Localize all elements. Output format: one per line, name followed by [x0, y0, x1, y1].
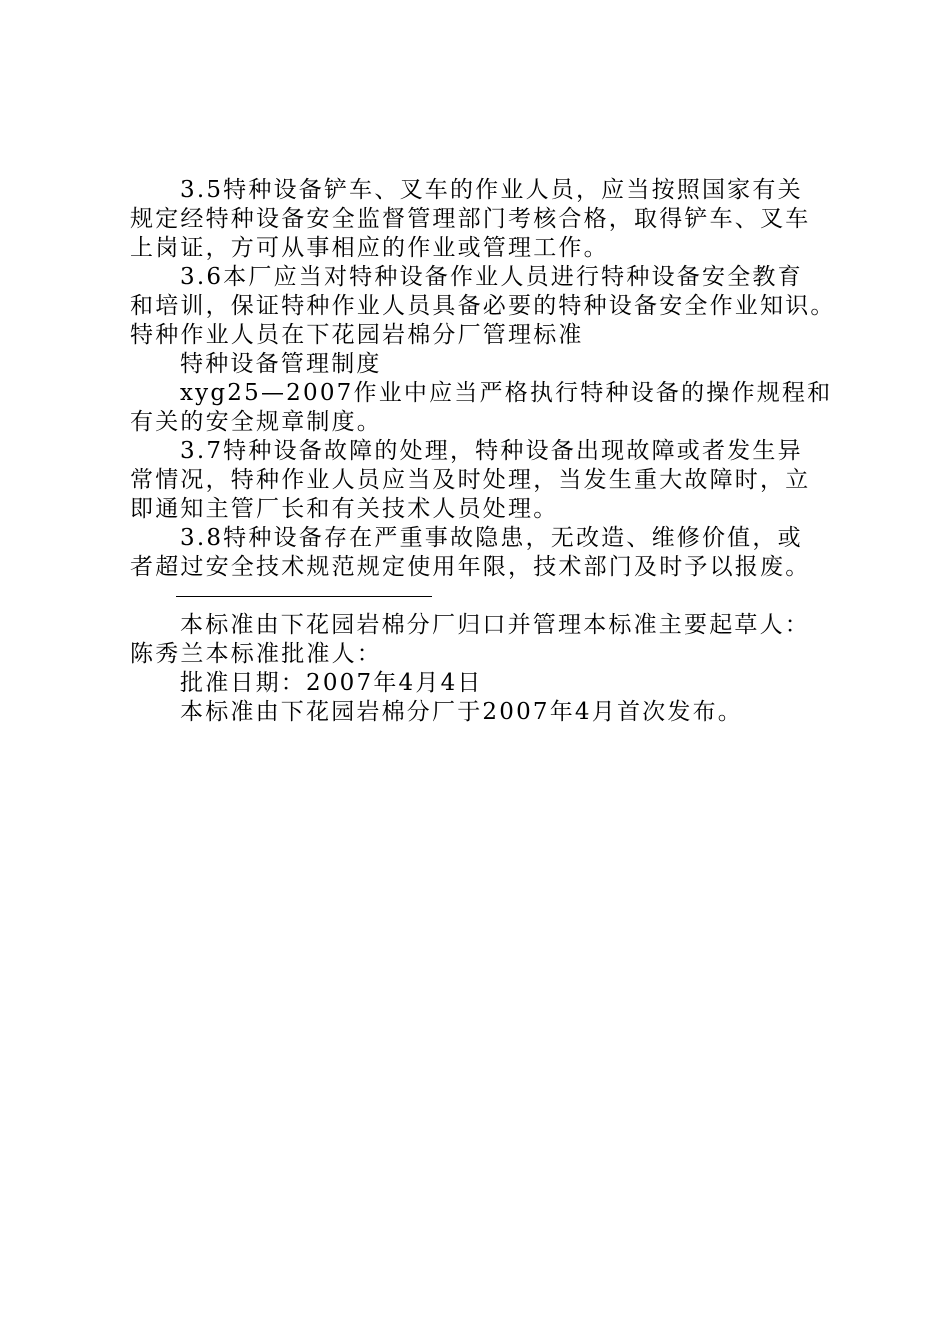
paragraph-xyg25-line-1: xyg25—2007作业中应当严格执行特种设备的操作规程和 — [180, 380, 833, 406]
drafter-line-2: 陈秀兰本标准批准人： — [130, 641, 382, 667]
paragraph-3-6-line-2: 和培训，保证特种作业人员具备必要的特种设备安全作业知识。 — [130, 293, 836, 319]
paragraph-3-8-line-1: 3.8特种设备存在严重事故隐患，无改造、维修价值，或 — [180, 525, 803, 551]
section-heading: 特种设备管理制度 — [180, 351, 382, 377]
paragraph-3-7-line-2: 常情况，特种作业人员应当及时处理，当发生重大故障时，立 — [130, 467, 811, 493]
standard-title-line: 特种作业人员在下花园岩棉分厂管理标准 — [130, 322, 584, 348]
paragraph-3-6-line-1: 3.6本厂应当对特种设备作业人员进行特种设备安全教育 — [180, 264, 803, 290]
paragraph-3-5-line-2: 规定经特种设备安全监督管理部门考核合格，取得铲车、叉车 — [130, 206, 811, 232]
drafter-line-1: 本标准由下花园岩棉分厂归口并管理本标准主要起草人： — [180, 612, 810, 638]
paragraph-xyg25-line-2: 有关的安全规章制度。 — [130, 409, 382, 435]
publication-line: 本标准由下花园岩棉分厂于2007年4月首次发布。 — [180, 699, 743, 725]
document-body — [130, 176, 850, 727]
approval-date-line: 批准日期：2007年4月4日 — [180, 670, 483, 696]
separator-line-row — [130, 582, 850, 611]
paragraph-3-5-line-1: 3.5特种设备铲车、叉车的作业人员，应当按照国家有关 — [180, 177, 803, 203]
paragraph-3-7-line-1: 3.7特种设备故障的处理，特种设备出现故障或者发生异 — [180, 438, 803, 464]
horizontal-rule — [176, 596, 432, 597]
paragraph-3-8-line-2: 者超过安全技术规范规定使用年限，技术部门及时予以报废。 — [130, 554, 811, 580]
paragraph-3-5-line-3: 上岗证，方可从事相应的作业或管理工作。 — [130, 235, 609, 261]
paragraph-3-7-line-3: 即通知主管厂长和有关技术人员处理。 — [130, 496, 559, 522]
